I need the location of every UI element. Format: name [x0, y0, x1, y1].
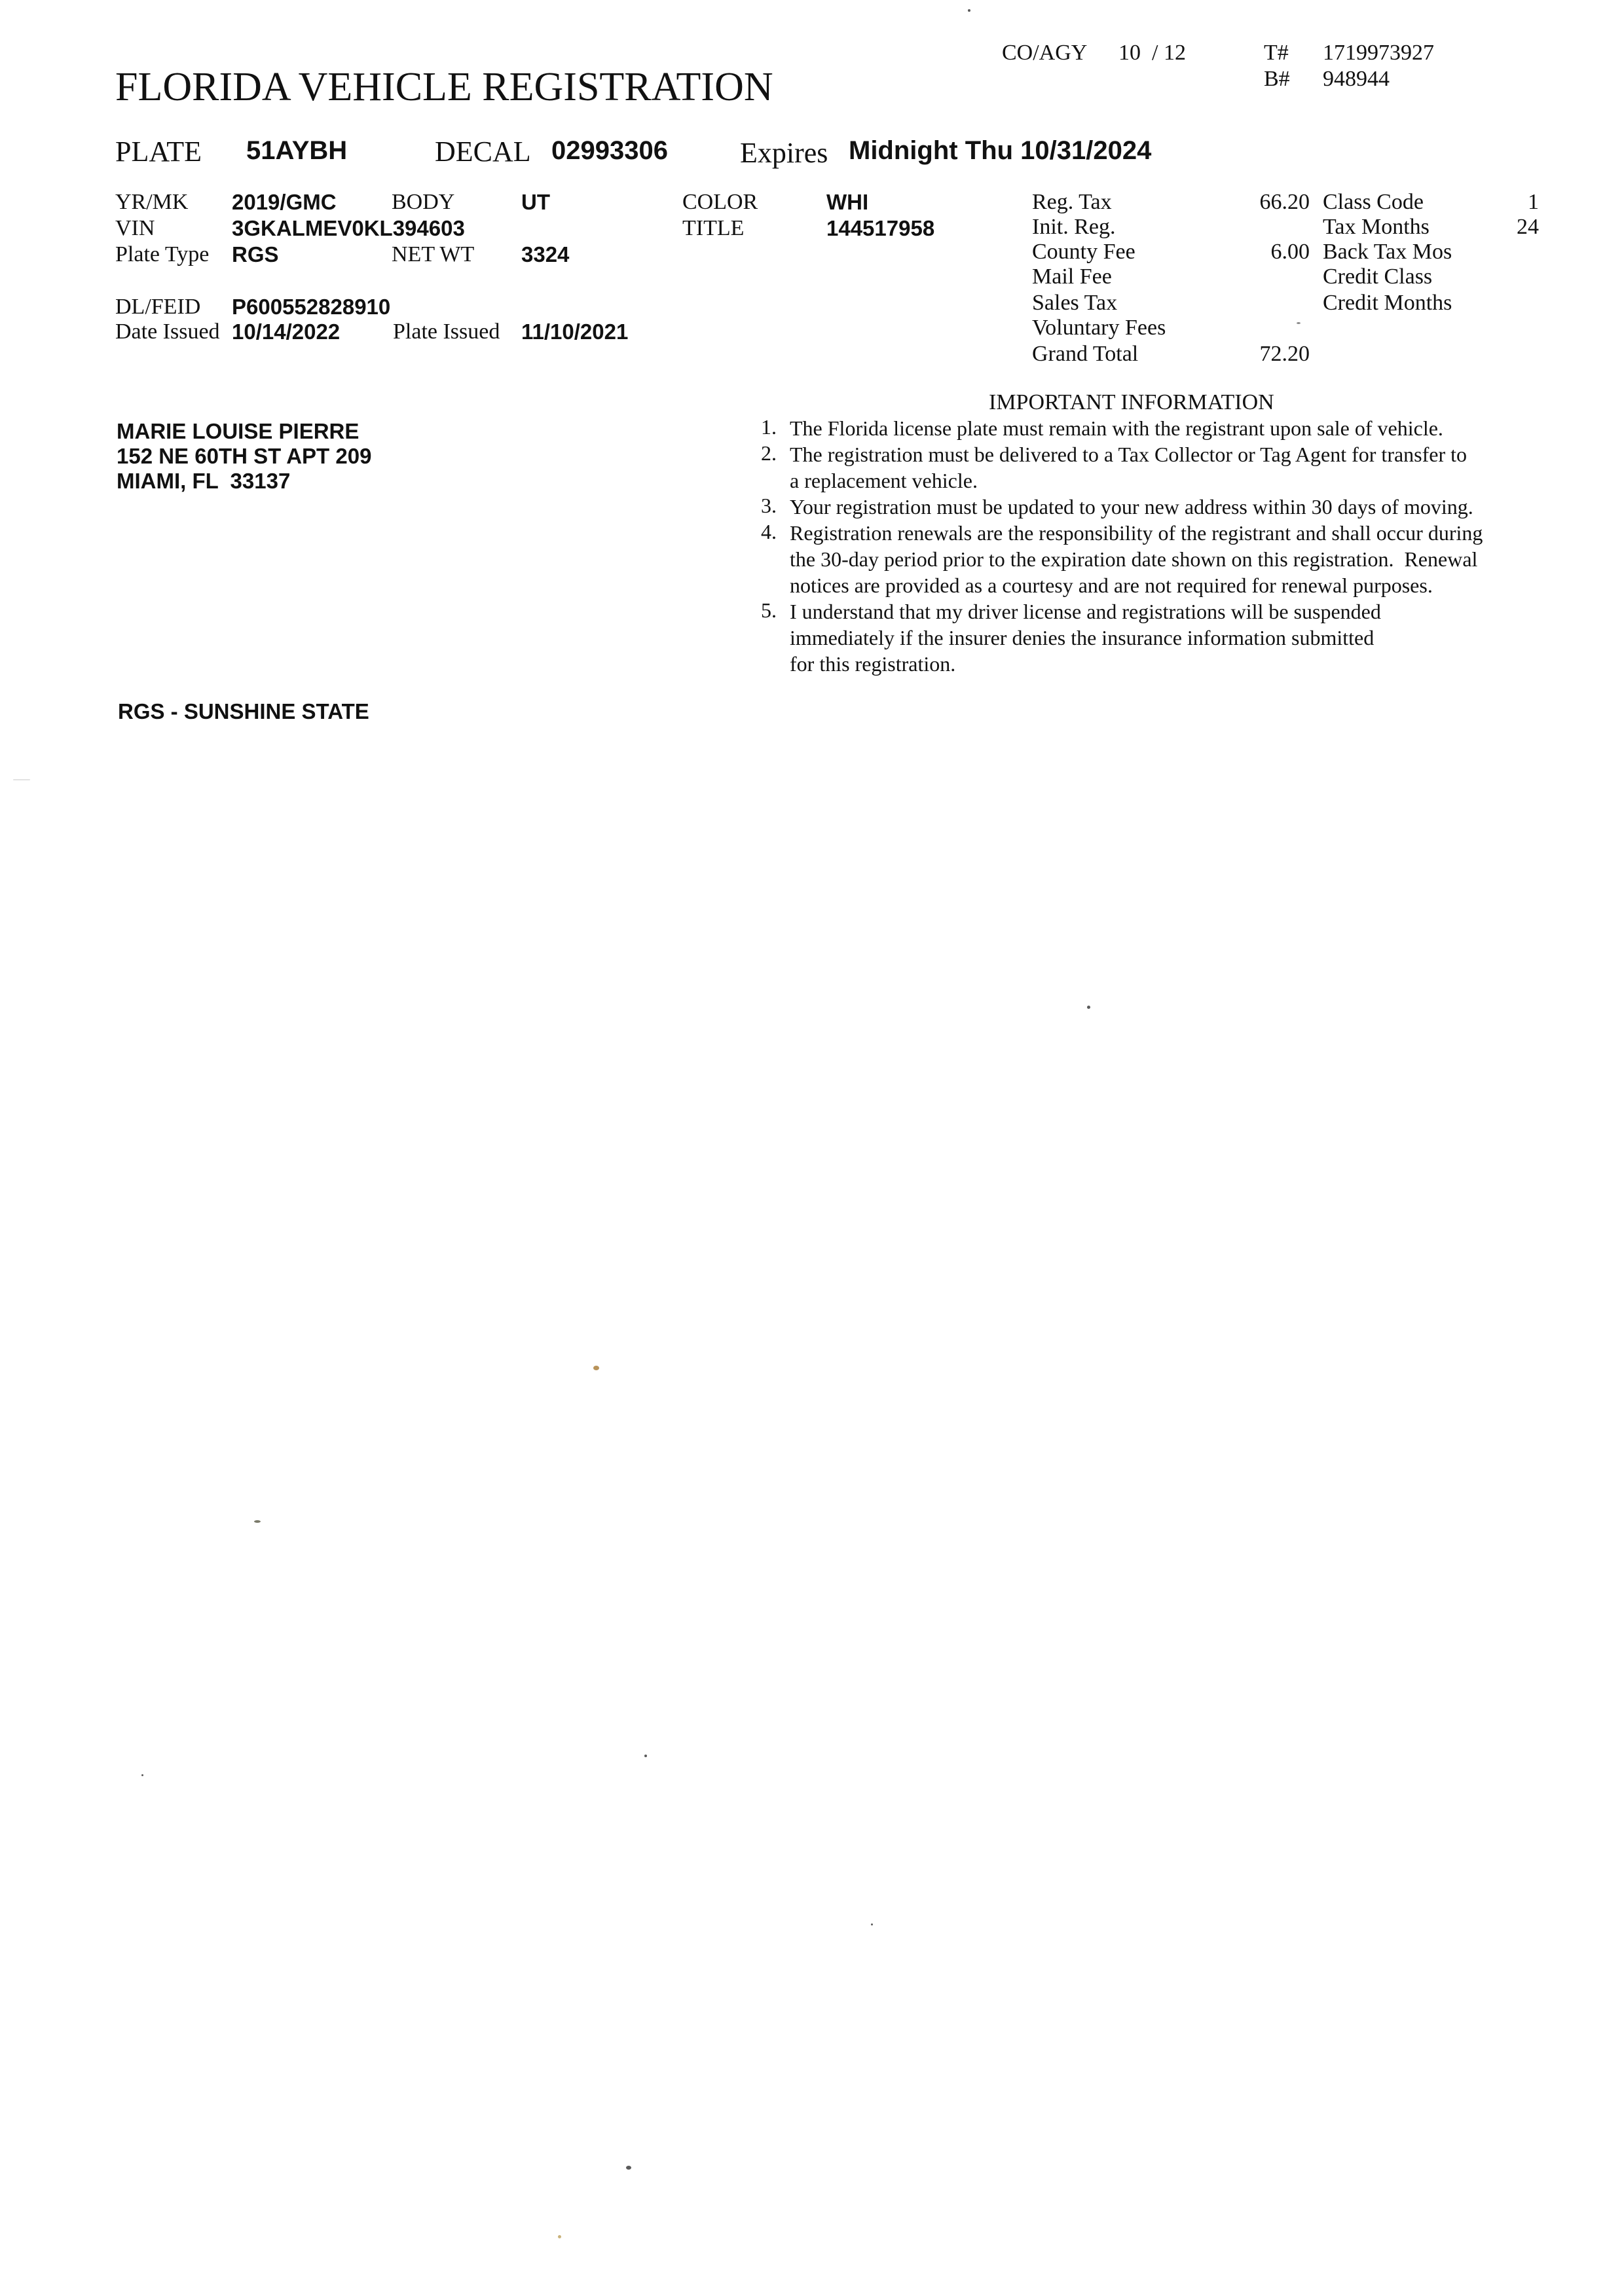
dlfeid-label: DL/FEID	[115, 295, 201, 319]
notice-item-text: Registration renewals are the responsibility of the registrant and shall occur during	[790, 521, 1483, 545]
document-title: FLORIDA VEHICLE REGISTRATION	[115, 65, 773, 109]
scan-speck	[1087, 1006, 1090, 1009]
scan-speck	[1297, 322, 1301, 324]
vin-value: 3GKALMEV0KL394603	[232, 216, 465, 240]
owner-name: MARIE LOUISE PIERRE	[117, 419, 360, 443]
color-value: WHI	[826, 190, 869, 214]
notice-item-number: 2.	[761, 441, 777, 465]
notice-item-number: 4.	[761, 520, 777, 543]
grand-total-label: Grand Total	[1032, 342, 1139, 366]
scan-speck	[644, 1755, 647, 1757]
notice-item-text: notices are provided as a courtesy and are not required for renewal purposes.	[790, 574, 1433, 597]
decal-number: 02993306	[551, 136, 668, 165]
title-label: TITLE	[682, 216, 745, 240]
scan-speck	[968, 9, 970, 12]
t-number-label: T#	[1264, 41, 1289, 65]
reg-tax-label: Reg. Tax	[1032, 190, 1112, 214]
yrmk-value: 2019/GMC	[232, 190, 337, 214]
grand-total-value: 72.20	[1259, 342, 1310, 366]
notice-item-text: for this registration.	[790, 652, 956, 676]
scan-speck	[254, 1520, 261, 1523]
plate-issued-label: Plate Issued	[393, 319, 500, 344]
co-agy-value: 10 / 12	[1118, 41, 1186, 65]
plate-type-description: RGS - SUNSHINE STATE	[118, 699, 369, 723]
scan-speck	[141, 1774, 143, 1776]
credit-months-label: Credit Months	[1323, 291, 1452, 315]
title-number: 144517958	[826, 216, 935, 240]
county-fee-value: 6.00	[1270, 240, 1310, 264]
notice-item-text: the 30-day period prior to the expiration date shown on this registration. Renewal	[790, 547, 1478, 571]
class-code-value: 1	[1528, 190, 1539, 214]
co-agy-label: CO/AGY	[1002, 41, 1088, 65]
tax-months-value: 24	[1517, 215, 1539, 239]
important-information-heading: IMPORTANT INFORMATION	[989, 390, 1274, 414]
notice-item-text: a replacement vehicle.	[790, 469, 978, 492]
notice-item-text: I understand that my driver license and registrations will be suspended	[790, 600, 1381, 623]
scan-speck	[558, 2235, 561, 2238]
decal-label: DECAL	[435, 136, 531, 168]
voluntary-fees-label: Voluntary Fees	[1032, 316, 1166, 340]
county-fee-label: County Fee	[1032, 240, 1135, 264]
t-number-value: 1719973927	[1323, 41, 1434, 65]
scan-speck	[13, 779, 30, 780]
net-wt-value: 3324	[521, 242, 570, 266]
tax-months-label: Tax Months	[1323, 215, 1430, 239]
plate-label: PLATE	[115, 136, 202, 168]
notice-item-number: 3.	[761, 494, 777, 517]
class-code-label: Class Code	[1323, 190, 1424, 214]
notice-item-number: 1.	[761, 415, 777, 439]
reg-tax-value: 66.20	[1259, 190, 1310, 214]
expiration-date: Midnight Thu 10/31/2024	[849, 136, 1152, 165]
mail-fee-label: Mail Fee	[1032, 264, 1112, 289]
body-label: BODY	[392, 190, 455, 214]
owner-address-line1: 152 NE 60TH ST APT 209	[117, 444, 372, 468]
notice-item-text: Your registration must be updated to your new address within 30 days of moving.	[790, 495, 1473, 519]
yrmk-label: YR/MK	[115, 190, 189, 214]
b-number-value: 948944	[1323, 67, 1390, 91]
init-reg-label: Init. Reg.	[1032, 215, 1116, 239]
notice-item-text: The Florida license plate must remain with the registrant upon sale of vehicle.	[790, 416, 1443, 440]
notice-item-number: 5.	[761, 598, 777, 622]
credit-class-label: Credit Class	[1323, 264, 1433, 289]
plate-type-value: RGS	[232, 242, 279, 266]
plate-issued-value: 11/10/2021	[521, 319, 629, 344]
owner-address-line2: MIAMI, FL 33137	[117, 469, 291, 493]
notice-item-text: immediately if the insurer denies the insurance information submitted	[790, 626, 1375, 649]
scan-speck	[593, 1366, 599, 1370]
net-wt-label: NET WT	[392, 242, 475, 266]
date-issued-label: Date Issued	[115, 319, 220, 344]
scan-speck	[626, 2166, 631, 2170]
date-issued-value: 10/14/2022	[232, 319, 341, 344]
vin-label: VIN	[115, 216, 155, 240]
back-tax-mos-label: Back Tax Mos	[1323, 240, 1452, 264]
dlfeid-value: P600552828910	[232, 295, 391, 319]
b-number-label: B#	[1264, 67, 1290, 91]
plate-type-label: Plate Type	[115, 242, 210, 266]
body-value: UT	[521, 190, 550, 214]
color-label: COLOR	[682, 190, 758, 214]
plate-number: 51AYBH	[246, 136, 348, 165]
expires-label: Expires	[740, 137, 828, 169]
sales-tax-label: Sales Tax	[1032, 291, 1118, 315]
scan-speck	[871, 1923, 873, 1925]
notice-item-text: The registration must be delivered to a Tax Collector or Tag Agent for transfer to	[790, 443, 1467, 466]
